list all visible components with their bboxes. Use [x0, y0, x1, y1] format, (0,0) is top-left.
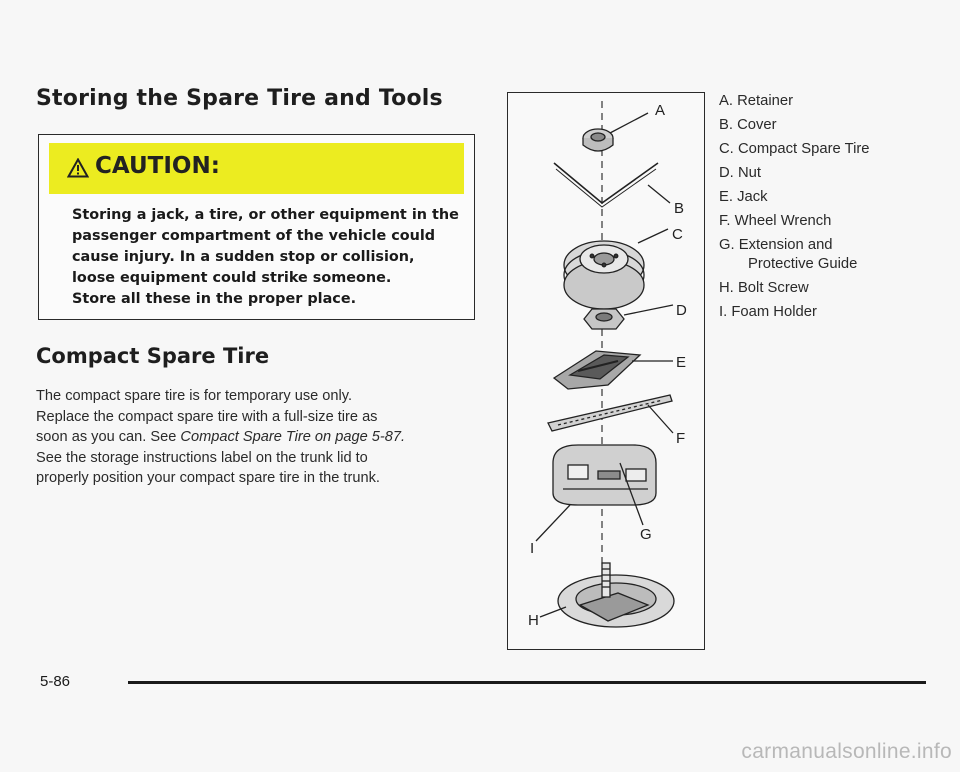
caution-header: [49, 143, 464, 194]
subsection-title: Compact Spare Tire: [36, 344, 270, 368]
callout-label: C: [672, 226, 683, 243]
spare-tire-diagram: [507, 92, 705, 650]
callout-label: H: [528, 612, 539, 629]
legend-item: D. Nut: [719, 165, 761, 181]
retainer-part: [583, 113, 648, 151]
legend-item: A. Retainer: [719, 93, 794, 109]
page-reference-link[interactable]: Compact Spare Tire on page 5-87.: [180, 429, 406, 445]
watermark: carmanualsonline.info: [741, 740, 952, 763]
paragraph-line: The compact spare tire is for temporary use only.: [36, 388, 353, 404]
caution-heading: CAUTION:: [95, 153, 220, 179]
foam-holder-part: [536, 445, 656, 541]
caution-line: Storing a jack, a tire, or other equipment in the: [72, 207, 459, 223]
legend-item: H. Bolt Screw: [719, 280, 809, 296]
callout-label: B: [674, 200, 685, 217]
callout-label: E: [676, 354, 687, 371]
callout-label: I: [530, 540, 535, 557]
callout-label: A: [655, 102, 666, 119]
paragraph-line: soon as you can. See: [36, 429, 181, 445]
wheel-wrench-part: [548, 395, 673, 433]
section-title: Storing the Spare Tire and Tools: [36, 86, 443, 111]
warning-triangle-icon: [67, 158, 89, 178]
legend-item: F. Wheel Wrench: [719, 213, 832, 229]
callout-label: F: [676, 430, 686, 447]
cover-part: [554, 163, 670, 207]
exploded-view-illustration: [508, 93, 706, 651]
callout-label: D: [676, 302, 687, 319]
caution-line: cause injury. In a sudden stop or collision,: [72, 249, 415, 265]
bolt-screw-part: [540, 563, 674, 627]
compact-spare-tire-part: [564, 229, 668, 309]
caution-box: [38, 134, 475, 320]
nut-part: [584, 305, 673, 329]
paragraph-line: Replace the compact spare tire with a full-size tire as: [36, 408, 378, 425]
legend-item: G. Extension and Protective Guide: [719, 237, 858, 272]
legend-item: B. Cover: [719, 117, 777, 133]
caution-line: passenger compartment of the vehicle could: [72, 228, 436, 244]
footer-divider: [128, 681, 926, 684]
legend-item: E. Jack: [719, 189, 768, 205]
legend-item: C. Compact Spare Tire: [719, 141, 870, 157]
page-number: 5-86: [40, 673, 71, 690]
jack-part: [554, 351, 673, 389]
caution-line: loose equipment could strike someone.: [72, 270, 392, 286]
caution-text: [72, 205, 467, 310]
paragraph-line: See the storage instructions label on the trunk lid to: [36, 449, 368, 466]
parts-legend: [719, 92, 939, 327]
legend-item: I. Foam Holder: [719, 304, 817, 320]
caution-line: Store all these in the proper place.: [72, 291, 357, 307]
paragraph-line: properly position your compact spare tire in the trunk.: [36, 470, 380, 486]
callout-label: G: [640, 526, 652, 543]
compact-spare-paragraph: [36, 386, 486, 489]
